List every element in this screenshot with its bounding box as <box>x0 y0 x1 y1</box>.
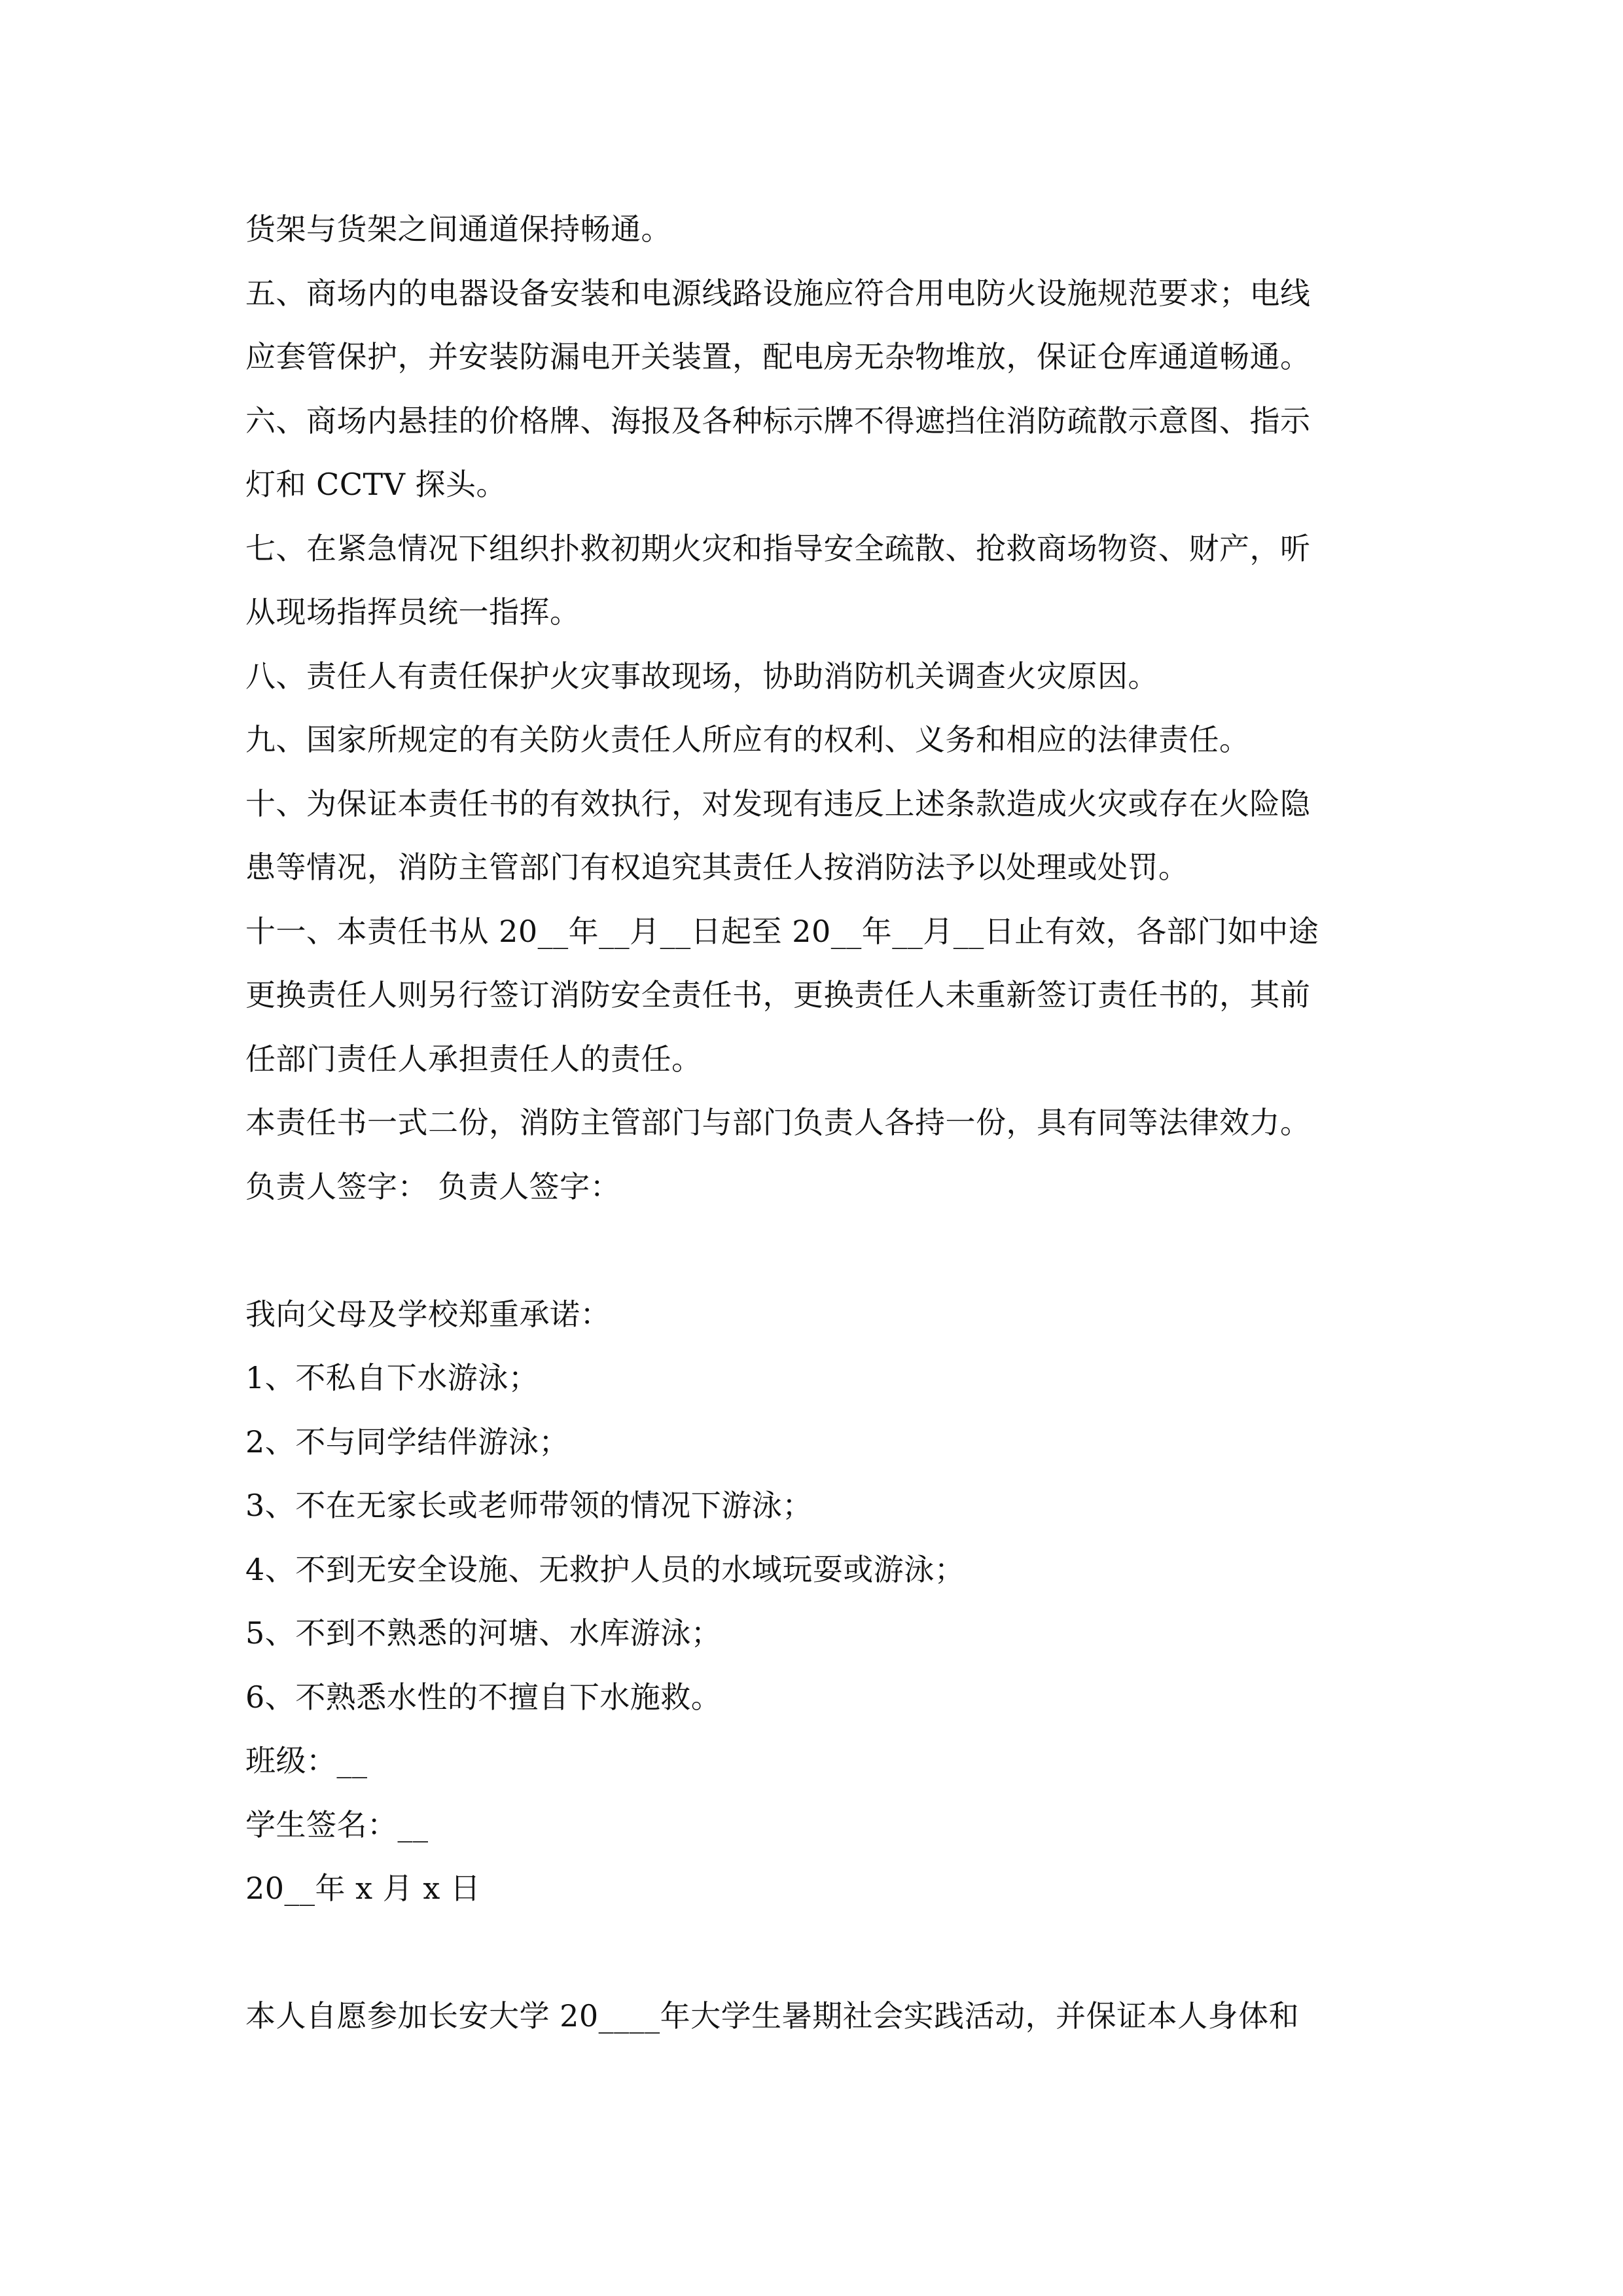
paragraph-line: 六、商场内悬挂的价格牌、海报及各种标示牌不得遮挡住消防疏散示意图、指示 <box>245 403 1311 439</box>
paragraph-line: 更换责任人则另行签订消防安全责任书，更换责任人未重新签订责任书的，其前 <box>245 977 1311 1013</box>
paragraph-line: 应套管保护，并安装防漏电开关装置，配电房无杂物堆放，保证仓库通道畅通。 <box>245 339 1311 374</box>
pledge-item: 1、不私自下水游泳； <box>245 1360 539 1395</box>
paragraph-line: 患等情况，消防主管部门有权追究其责任人按消防法予以处理或处罚。 <box>245 850 1189 885</box>
paragraph-line: 七、在紧急情况下组织扑救初期火灾和指导安全疏散、抢救商场物资、财产，听 <box>245 531 1311 566</box>
pledge-item: 5、不到不熟悉的河塘、水库游泳； <box>245 1615 722 1651</box>
paragraph-line: 九、国家所规定的有关防火责任人所应有的权利、义务和相应的法律责任。 <box>245 722 1250 757</box>
paragraph-line: 任部门责任人承担责任人的责任。 <box>245 1041 702 1077</box>
pledge-item: 4、不到无安全设施、无救护人员的水域玩耍或游泳； <box>245 1552 965 1587</box>
pledge-item: 2、不与同学结伴游泳； <box>245 1424 569 1460</box>
pledge-item: 6、不熟悉水性的不擅自下水施救。 <box>245 1679 722 1715</box>
class-field: 班级：__ <box>245 1743 368 1778</box>
paragraph-line: 十、为保证本责任书的有效执行，对发现有违反上述条款造成火灾或存在火险隐 <box>245 786 1311 821</box>
paragraph-line: 本人自愿参加长安大学 20____年大学生暑期社会实践活动，并保证本人身体和 <box>245 1998 1300 2034</box>
pledge-item: 3、不在无家长或老师带领的情况下游泳； <box>245 1488 813 1523</box>
student-signature-field: 学生签名：__ <box>245 1807 429 1842</box>
paragraph-line: 从现场指挥员统一指挥。 <box>245 594 580 630</box>
paragraph-line: 本责任书一式二份，消防主管部门与部门负责人各持一份，具有同等法律效力。 <box>245 1105 1311 1140</box>
paragraph-line: 五、商场内的电器设备安装和电源线路设施应符合用电防火设施规范要求；电线 <box>245 276 1311 311</box>
paragraph-line: 十一、本责任书从 20__年__月__日起至 20__年__月__日止有效，各部门如中途 <box>245 914 1319 949</box>
paragraph-line: 八、责任人有责任保护火灾事故现场，协助消防机关调查火灾原因。 <box>245 658 1158 694</box>
pledge-heading: 我向父母及学校郑重承诺： <box>245 1297 611 1332</box>
paragraph-line: 货架与货架之间通道保持畅通。 <box>245 211 671 247</box>
signature-line: 负责人签字： 负责人签字： <box>245 1169 621 1204</box>
date-field: 20__年 x 月 x 日 <box>245 1871 481 1906</box>
paragraph-line: 灯和 CCTV 探头。 <box>245 467 507 502</box>
